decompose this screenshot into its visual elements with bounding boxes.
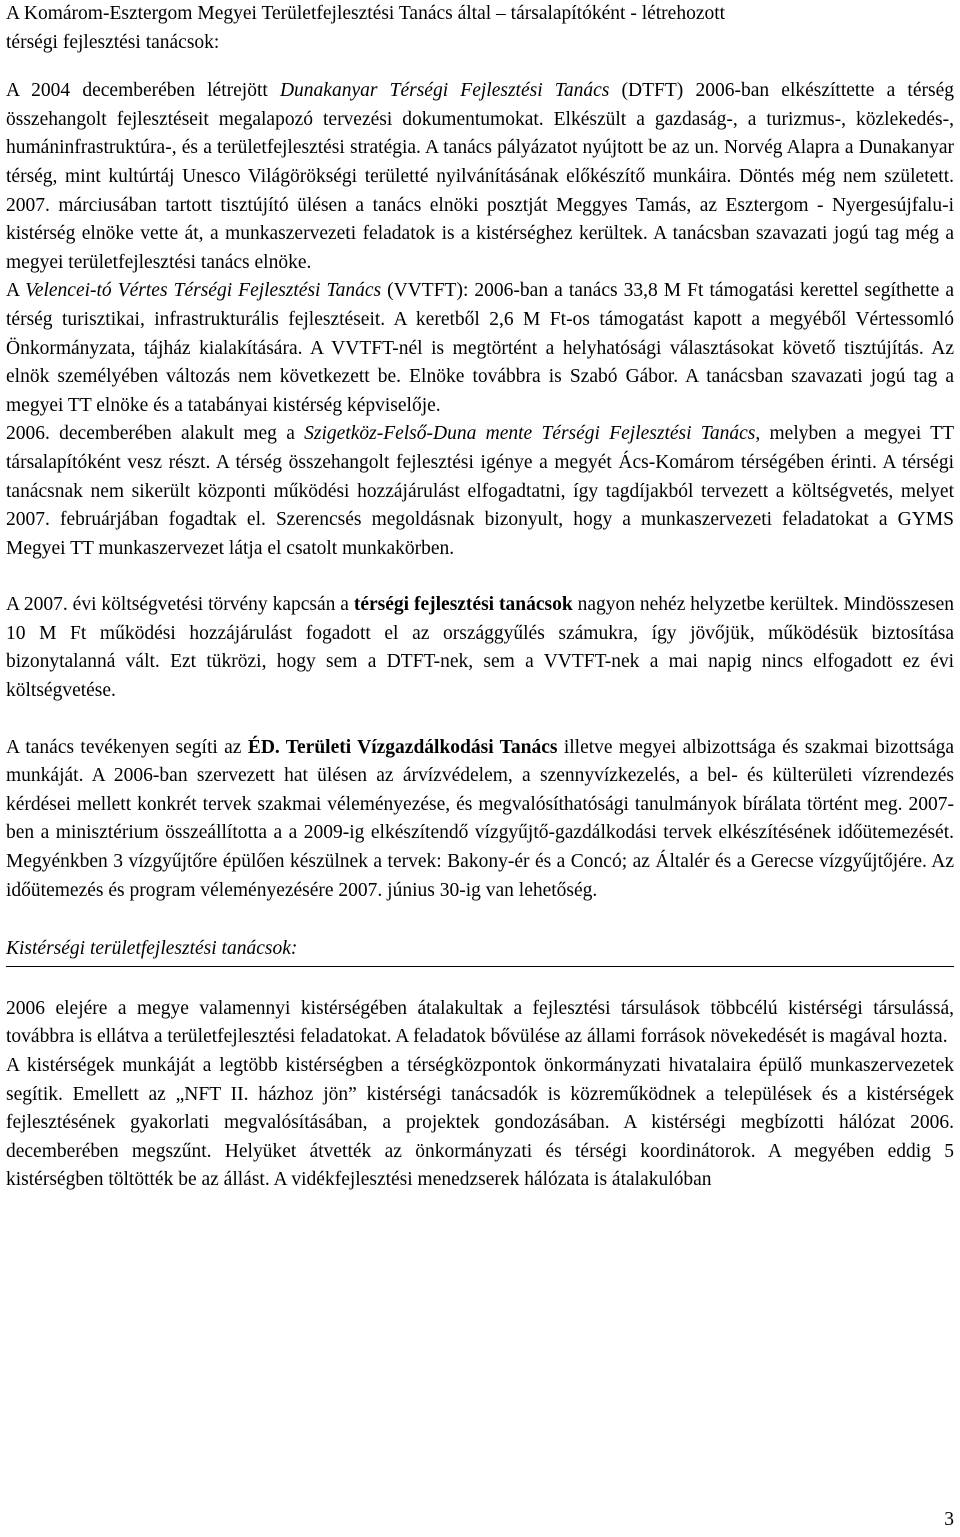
text-run: , melyben a megyei TT társalapítóként vesz részt. A térség összehangolt fejlesztési igénye a megyét Ács-Komárom térségében érinti. A térségi tanácsnak nem sikerült központi működési hozzájárulást elfogadtatni, így tagdíjakból tervezett a költségvetés, melyet 2007. februárjában fogadtak el. Szerencsés megoldásnak bizonyult, hogy a munkaszervezeti feladatokat a GYMS Megyei TT munkaszervezet látja el csatolt munkakörben. [6, 423, 954, 559]
text-run: 2006. decemberében alakult meg a [6, 423, 305, 445]
spacer [6, 967, 954, 995]
text-run: A [6, 280, 26, 302]
council-name-vvtft: Velencei-tó Vértes Térségi Fejlesztési Tanács [25, 280, 382, 302]
paragraph-budget [6, 591, 954, 705]
council-name-dtft: Dunakanyar Térségi Fejlesztési Tanács [279, 80, 610, 102]
text-run: (VVTFT): 2006-ban a tanács 33,8 M Ft támogatási kerettel segíthette a térség turisztikai, infrastrukturális fejlesztéseit. A keretből 2,6 M Ft-os támogatást kapott a megyéből Vértessomló Önkormányzata, tájház kialakítására. A VVTFT-nél is megtörtént a helyhatósági választásokat követő tisztújítás. Az elnök személyében változás nem következett be. Elnöke továbbra is Szabó Gábor. A tanácsban szavazati jogú tag a megyei TT elnöke és a tatabányai kistérség képviselője. [6, 280, 954, 416]
intro-line-1: A Komárom-Esztergom Megyei Területfejlesztési Tanács által – társalapítóként - létrehozott [6, 3, 726, 24]
paragraph-szigetkoz [6, 420, 954, 563]
spacer [6, 905, 954, 933]
bold-term: ÉD. Területi Vízgazdálkodási Tanács [247, 736, 558, 758]
paragraph-dtft [6, 77, 954, 277]
paragraph-water-council [6, 734, 954, 906]
text-run: (DTFT) 2006-ban elkészíttette a térség összehangolt fejlesztéseit megalapozó tervezési dokumentumokat. Elkészült a gazdaság-, a turizmus-, közlekedés-, humáninfrastruktúra-, és a területfejlesztési stratégia. A tanács pályázatot nyújtott be az un. Norvég Alapra a Dunakanyar térség, mint kultúrtáj Unesco Világörökségi területté nyilvánításának előkészítő munkáira. Döntés még nem született. 2007. márciusában tartott tisztújító ülésen a tanács elnöki posztját Meggyes Tamás, az Esztergom - Nyergesújfalu-i kistérség elnöke vette át, a munkaszervezeti feladatok is a kistérséghez kerültek. A tanácsban szavazati jogú tag még a megyei területfejlesztési tanács elnöke. [6, 80, 954, 273]
spacer [6, 57, 954, 77]
paragraph-subregions: 2006 elejére a megye valamennyi kistérségében átalakultak a fejlesztési társulások többcélú kistérségi társulássá, továbbra is ellátva a területfejlesztési feladatokat. A feladatok bővülése az állami források növekedését is magával hozta. [6, 997, 954, 1048]
text-run: illetve megyei albizottsága és szakmai bizottsága munkáját. A 2006-ban szervezett hat ülésen az árvízvédelem, a szennyvízkezelés, a bel- és külterületi vízrendezés kérdései mellett konkrét tervek szakmai véleményezése, és megvalósíthatósági tanulmányok bírálata történt meg. 2007-ben a minisztérium összeállította a a 2009-ig elkészítendő vízgyűjtő-gazdálkodási tervek elkészítésének időütemezését. Megyénkben 3 vízgyűjtőre épülően készülnek a tervek: Bakony-ér és a Concó; az Általér és a Gerecse vízgyűjtőjére. Az időütemezés és program véleményezésére 2007. június 30-ig van lehetőség. [6, 736, 955, 901]
text-run: nagyon nehéz helyzetbe kerültek. Mindösszesen 10 M Ft működési hozzájárulást fogadott el az országgyűlés számukra, így jövőjük, működésük biztosítása bizonytalanná vált. Ezt tükrözi, hogy sem a DTFT-nek, sem a VVTFT-nek a mai napig nincs elfogadott ez évi költségvetése. [6, 594, 955, 702]
text-run: A 2007. évi költségvetési törvény kapcsán a [6, 594, 354, 616]
paragraph-subregion-work: A kistérségek munkáját a legtöbb kistérségben a térségközpontok önkormányzati hivatalaira épülő munkaszervezetek segítik. Emellett az „NFT II. házhoz jön” kistérségi tanácsadók is közreműködnek a települések és a kistérségek fejlesztésének gyakorlati megvalósításában, a projektek gondozásában. A kistérségi megbízotti hálózat 2006. decemberében megszűnt. Helyüket átvették az önkormányzati és térségi koordinátorok. A megyében eddig 5 kistérségben töltötték be az állást. A vidékfejlesztési menedzserek hálózata is átalakulóban [6, 1055, 954, 1191]
section-heading: Kistérségi területfejlesztési tanácsok: [6, 935, 954, 967]
spacer [6, 563, 954, 591]
council-name-szigetkoz: Szigetköz-Felső-Duna mente Térségi Fejlesztési Tanács [304, 423, 756, 445]
page-number: 3 [944, 1509, 954, 1531]
intro-paragraph [6, 0, 954, 57]
document-page [6, 0, 954, 1195]
text-run: A 2004 decemberében létrejött [6, 80, 280, 102]
spacer [6, 706, 954, 734]
text-run: A tanács tevékenyen segíti az [6, 736, 248, 758]
paragraph-vvtft [6, 277, 954, 420]
intro-line-2: térségi fejlesztési tanácsok: [6, 31, 220, 53]
bold-term: térségi fejlesztési tanácsok [353, 594, 573, 616]
